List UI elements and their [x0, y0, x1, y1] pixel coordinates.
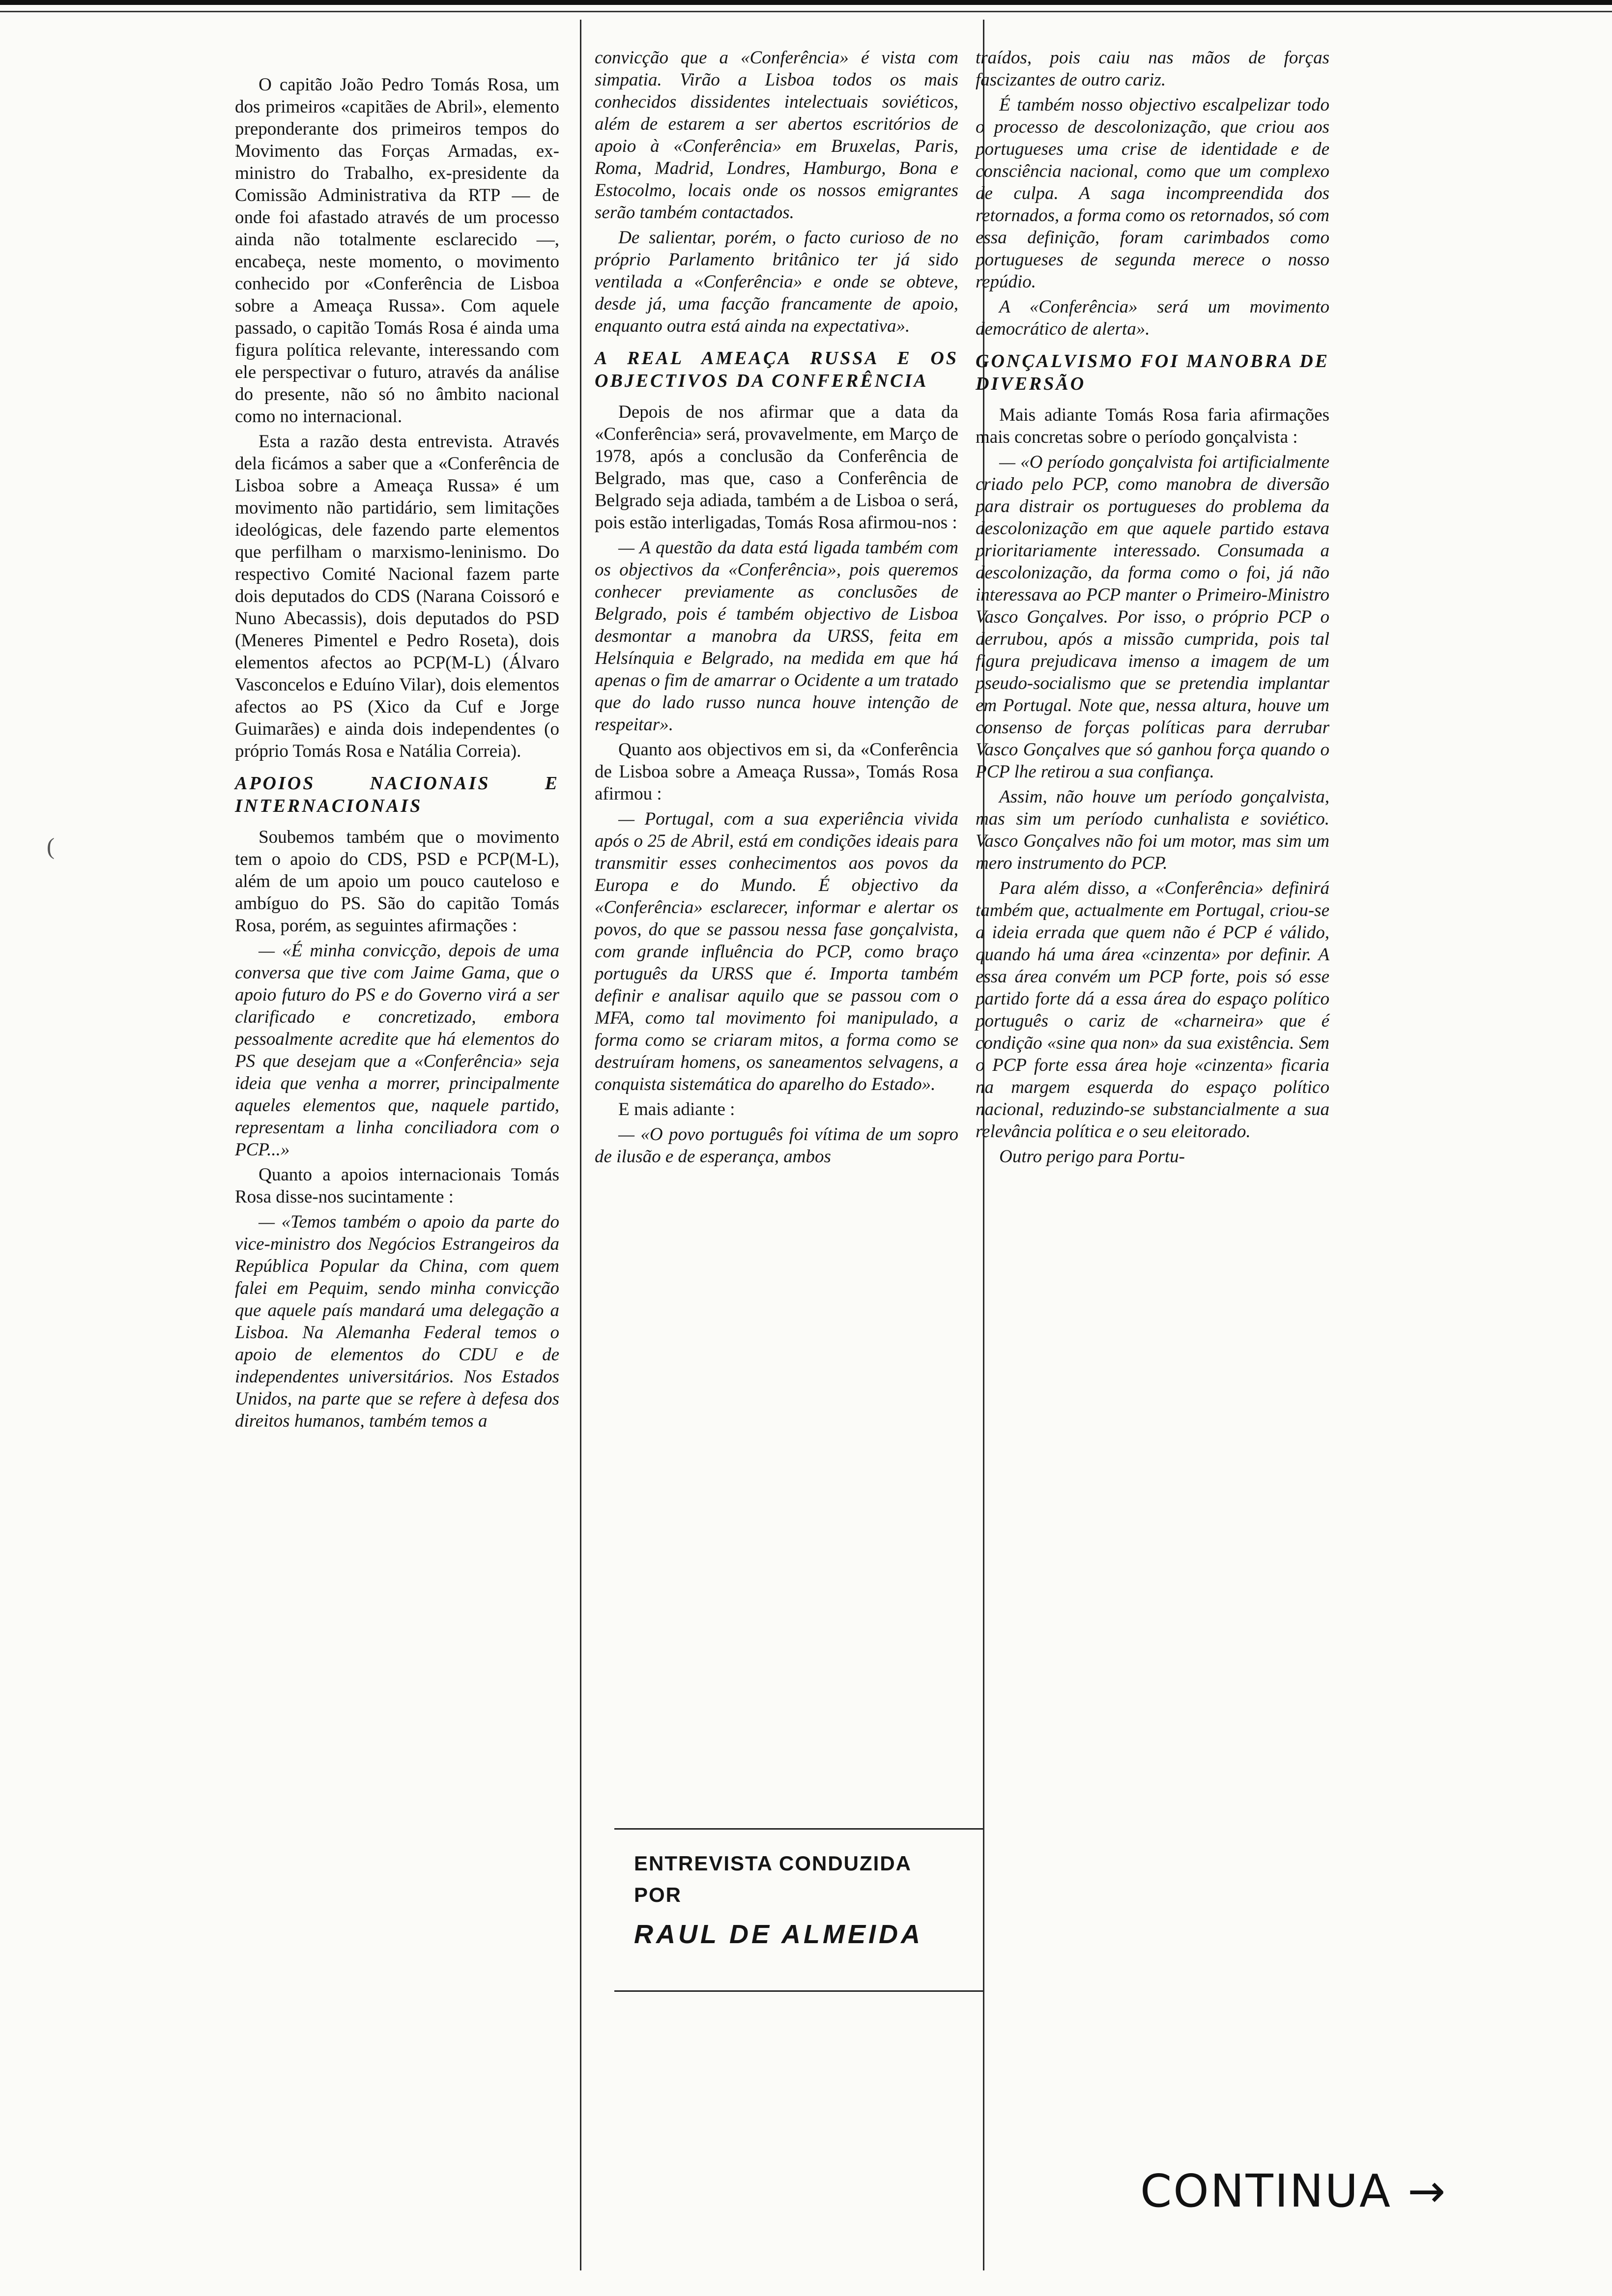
col3-subheading: GONÇALVISMO FOI MANOBRA DE DIVERSÃO	[976, 351, 1329, 394]
col2-paragraph-5: Quanto aos objectivos em si, da «Conferência de Lisboa sobre a Ameaça Russa», Tomás Rosa afirmou :	[595, 740, 958, 804]
credit-bottom-rule	[614, 1990, 983, 1992]
col2-paragraph-3: Depois de nos afirmar que a data da «Conferência» será, provavelmente, em Março de 1978, após a conclusão da Conferência de Belgrado, mas que, caso a Conferência de Belgrado seja adiada, também a de Lisboa o será, pois estão interligadas, Tomás Rosa afirmou-nos :	[595, 402, 958, 533]
col3-paragraph-2: É também nosso objectivo escalpelizar todo o processo de descolonização, que criou aos portugueses uma crise de identidade e de consciência nacional, como que um complexo de culpa. A saga incompreendida dos retornados, a forma como os retornados, só com essa definição, foram carimbados como portugueses de segunda merece o nosso repúdio.	[976, 95, 1329, 292]
column-2	[595, 47, 958, 1171]
margin-mark: (	[47, 833, 55, 860]
col3-paragraph-8: Outro perigo para Portu-	[999, 1147, 1185, 1167]
column-3	[976, 47, 1329, 1171]
col2-paragraph-2: De salientar, porém, o facto curioso de no próprio Parlamento britânico ter já sido ventilada a «Conferência» e onde se obteve, desde já, uma facção francamente de apoio, enquanto outra está ainda na expectativa».	[595, 228, 958, 336]
col3-paragraph-7: Para além disso, a «Conferência» definirá também que, actualmente em Portugal, criou-se a ideia errada que quem não é PCP é válido, quando há uma área «cinzenta» por definir. A essa área convém um PCP forte, pois só esse partido forte dá a essa área do espaço político português o cariz de «charneira» que é condição «sine qua non» da sua existência. Sem o PCP forte essa área hoje «cinzenta» ficaria na margem esquerda do espaço político nacional, reduzindo-se substancialmente a sua relevância política e o seu eleitorado.	[976, 878, 1329, 1142]
column-divider-1	[580, 20, 581, 2270]
col1-paragraph-2: Esta a razão desta entrevista. Através dela ficámos a saber que a «Conferência de Lisboa sobre a Ameaça Russa» é um movimento não partidário, sem limitações ideológicas, dele fazendo parte elementos que perfilham o marxismo-leninismo. Do respectivo Comité Nacional fazem parte dois deputados do CDS (Narana Coissoró e Nuno Abecassis), dois deputados do PSD (Meneres Pimentel e Pedro Roseta), dois elementos afectos ao PCP(M-L) (Álvaro Vasconcelos e Eduíno Vilar), dois elementos afectos ao PS (Xico da Cuf e Jorge Guimarães) e ainda dois independentes (o próprio Tomás Rosa e Natália Correia).	[235, 431, 559, 761]
continua-label: CONTINUA →	[1140, 2165, 1447, 2217]
col1-paragraph-3: Soubemos também que o movimento tem o apoio do CDS, PSD e PCP(M-L), além de um apoio um pouco cauteloso e ambíguo do PS. São do capitão Tomás Rosa, porém, as seguintes afirmações :	[235, 827, 559, 936]
credit-box	[634, 1848, 978, 1954]
column-1	[235, 74, 559, 1435]
col2-paragraph-1: convicção que a «Conferência» é vista com simpatia. Virão a Lisboa todos os mais conhecidos dissidentes intelectuais soviéticos, além de estarem a ser abertos escritórios de apoio à «Conferência» em Bruxelas, Paris, Roma, Madrid, Londres, Hamburgo, Bona e Estocolmo, locais onde os nossos emigrantes serão também contactados.	[595, 48, 958, 223]
credit-line-2: POR	[634, 1883, 682, 1906]
col1-quote-2: — «Temos também o apoio da parte do vice-ministro dos Negócios Estrangeiros da República Popular da China, com quem falei em Pequim, sendo minha convicção que aquele país mandará uma delegação a Lisboa. Na Alemanha Federal temos o apoio de elementos do CDU e de independentes universitários. Nos Estados Unidos, na parte que se refere à defesa dos direitos humanos, também temos a	[235, 1212, 559, 1431]
col1-paragraph-1: O capitão João Pedro Tomás Rosa, um dos primeiros «capitães de Abril», elemento preponderante dos primeiros tempos do Movimento das Forças Armadas, ex-ministro do Trabalho, ex-presidente da Comissão Administrativa da RTP — de onde foi afastado através de um processo ainda não totalmente esclarecido —, encabeça, neste momento, o movimento conhecido por «Conferência de Lisboa sobre a Ameaça Russa». Com aquele passado, o capitão Tomás Rosa é ainda uma figura política relevante, interessando com ele perspectivar o futuro, através da análise do presente, não só no âmbito nacional como no internacional.	[235, 75, 559, 427]
col3-paragraph-4: Mais adiante Tomás Rosa faria afirmações mais concretas sobre o período gonçalvista :	[976, 405, 1329, 447]
col3-quote-1: — «O período gonçalvista foi artificialmente criado pelo PCP, como manobra de diversão para distrair os portugueses do problema da descolonização em que aquele partido estava prioritariamente interessado. Consumada a descolonização, da forma como o foi, já não interessava ao PCP manter o Primeiro-Ministro Vasco Gonçalves. Por isso, o próprio PCP o derrubou, após a missão cumprida, pois tal figura prejudicava imenso a imagem de um pseudo-socialismo que se pretendia implantar em Portugal. Note que, nessa altura, houve um consenso de forças políticas para derrubar Vasco Gonçalves que só ganhou força quando o PCP lhe retirou a sua confiança.	[976, 452, 1329, 782]
col3-paragraph-6: Assim, não houve um período gonçalvista, mas sim um período cunhalista e soviético. Vasco Gonçalves não foi um motor, mas sim um mero instrumento do PCP.	[976, 787, 1329, 873]
col2-subheading: A REAL AMEAÇA RUSSA E OS OBJECTIVOS DA CONFERÊNCIA	[595, 348, 958, 391]
credit-line-1: ENTREVISTA CONDUZIDA	[634, 1852, 912, 1875]
col2-quote-2: — Portugal, com a sua experiência vivida após o 25 de Abril, está em condições ideais para transmitir esses conhecimentos aos povos da Europa e do Mundo. É objectivo da «Conferência» esclarecer, informar e alertar os povos, do que se passou nessa fase gonçalvista, com grande influência do PCP, como braço português da URSS que é. Importa também definir e analisar aquilo que se passou com o MFA, como tal movimento foi manipulado, a forma como se criaram mitos, a forma como se destruíram homens, os saneamentos selvagens, a conquista sistemática do aparelho do Estado».	[595, 809, 958, 1094]
credit-top-rule	[614, 1828, 983, 1830]
col2-paragraph-7: E mais adiante :	[618, 1099, 735, 1119]
col1-paragraph-5: Quanto a apoios internacionais Tomás Rosa disse-nos sucintamente :	[235, 1165, 559, 1207]
top-rule	[0, 11, 1612, 12]
top-border	[0, 0, 1612, 5]
col3-paragraph-3: A «Conferência» será um movimento democrático de alerta».	[976, 297, 1329, 339]
col2-quote-3: — «O povo português foi vítima de um sopro de ilusão e de esperança, ambos	[595, 1124, 958, 1167]
col3-paragraph-1: traídos, pois caiu nas mãos de forças fascizantes de outro cariz.	[976, 48, 1329, 90]
col1-subheading: APOIOS NACIONAIS E INTERNACIONAIS	[235, 773, 559, 816]
col2-quote-1: — A questão da data está ligada também com os objectivos da «Conferência», pois queremos conhecer previamente as conclusões de Belgrado, pois é também objectivo de Lisboa desmontar a manobra da URSS, feita em Helsínquia e Belgrado, na medida em que há apenas o fim de amarrar o Ocidente a um tratado que do lado russo nunca houve intenção de respeitar».	[595, 538, 958, 735]
col1-quote-1: — «É minha convicção, depois de uma conversa que tive com Jaime Gama, que o apoio futuro do PS e do Governo virá a ser clarificado e concretizado, embora pessoalmente acredite que há elementos do PS que desejam que a «Conferência» seja ideia que venha a morrer, principalmente aqueles elementos que, naquele partido, representam a linha conciliadora com o PCP...»	[235, 941, 559, 1160]
credit-author: RAUL DE ALMEIDA	[634, 1920, 923, 1949]
